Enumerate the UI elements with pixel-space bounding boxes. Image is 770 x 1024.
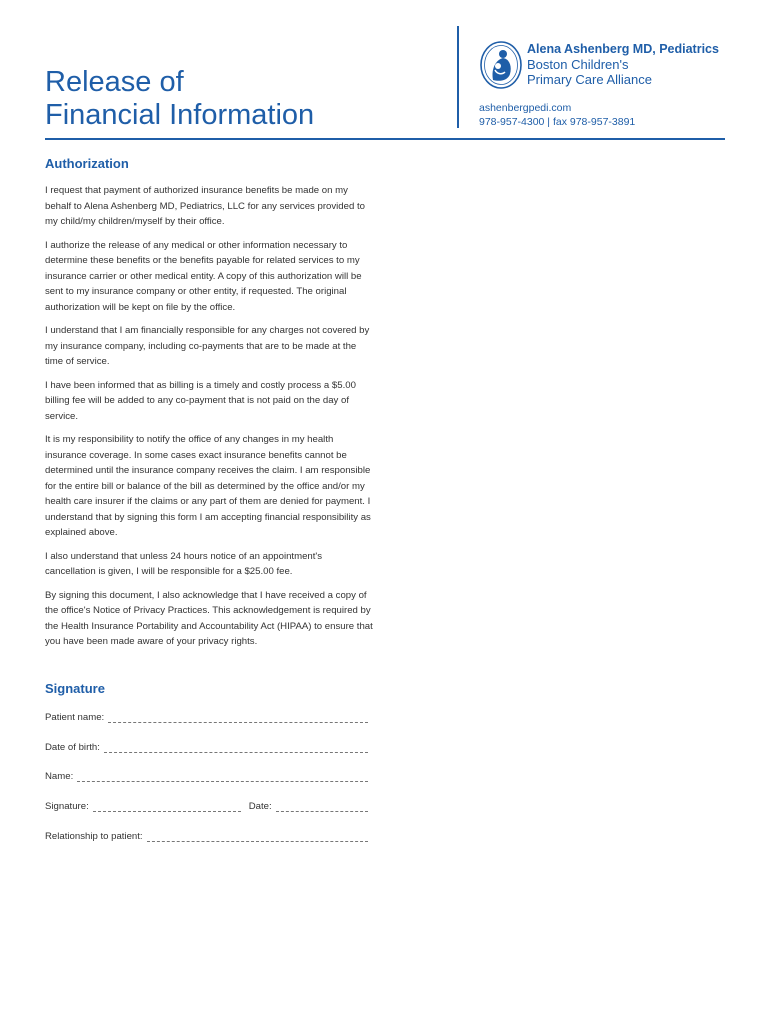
practice-name-block bbox=[527, 42, 719, 87]
signature-heading: Signature bbox=[45, 681, 105, 696]
title-line-2: Financial Information bbox=[45, 99, 315, 131]
paragraph: I authorize the release of any medical or other information necessary to determine these benefits or the benefits payable for related services to my insurance carrier or other medical entity. A copy of this authorization will be sent to my insurance company or other entity, if requested. The original authorization will be kept on file by the office. bbox=[45, 239, 362, 313]
date-of-birth-line[interactable] bbox=[104, 743, 368, 753]
authorization-heading: Authorization bbox=[45, 156, 129, 171]
network-name-line-2: Primary Care Alliance bbox=[527, 72, 652, 87]
title-line-1: Release of bbox=[45, 66, 184, 98]
boston-childrens-logo-icon bbox=[479, 40, 523, 90]
paragraph: I understand that I am financially responsible for any charges not covered by my insurance company, including co-payments that are to be made at the time of service. bbox=[45, 325, 370, 367]
patient-name-field[interactable] bbox=[45, 712, 368, 723]
contact-block bbox=[479, 101, 635, 129]
date-line[interactable] bbox=[276, 802, 368, 812]
header-rule bbox=[45, 138, 725, 140]
signature-line[interactable] bbox=[93, 802, 241, 812]
name-field[interactable] bbox=[45, 771, 368, 782]
paragraph: By signing this document, I also acknowledge that I have received a copy of the office's Notice of Privacy Practices. This acknowledgement is required by the Health Insurance Portability and Accountability Act (HIPAA) to ensure that you have been made aware of your privacy rights. bbox=[45, 589, 373, 647]
patient-name-label: Patient name: bbox=[45, 712, 105, 723]
name-line[interactable] bbox=[77, 772, 368, 782]
signature-date-row bbox=[45, 801, 368, 812]
date-label: Date: bbox=[248, 801, 272, 812]
paragraph: It is my responsibility to notify the office of any changes in my health insurance coverage. In some cases exact insurance benefits cannot be determined until the insurance company receives the claim. I am responsible for the entire bill or balance of the bill as determined by the office and/or my health care insurer if the claims or any part of them are denied for payment. I understand that by signing this form I am accepting financial responsibility as explained above. bbox=[45, 434, 371, 538]
relationship-line[interactable] bbox=[147, 832, 368, 842]
paragraph: I have been informed that as billing is a timely and costly process a $5.00 billing fee will be added to any co-payment that is not paid on the day of service. bbox=[45, 379, 356, 422]
name-label: Name: bbox=[45, 771, 74, 782]
relationship-field[interactable] bbox=[45, 831, 368, 842]
authorization-body bbox=[45, 183, 375, 658]
page-title bbox=[45, 66, 314, 132]
paragraph: I request that payment of authorized insurance benefits be made on my behalf to Alena Ashenberg MD, Pediatrics, LLC for any services provided to my child/my children/myself by their office. bbox=[45, 185, 365, 227]
relationship-label: Relationship to patient: bbox=[45, 831, 143, 842]
practice-name: Alena Ashenberg MD, Pediatrics bbox=[527, 42, 719, 56]
patient-name-line[interactable] bbox=[108, 713, 368, 723]
date-of-birth-field[interactable] bbox=[45, 742, 368, 753]
phone-fax: 978-957-4300 | fax 978-957-3891 bbox=[479, 116, 636, 128]
paragraph: I also understand that unless 24 hours notice of an appointment's cancellation is given, I will be responsible for a $25.00 fee. bbox=[45, 550, 323, 577]
website: ashenbergpedi.com bbox=[479, 102, 572, 114]
signature-label: Signature: bbox=[45, 801, 89, 812]
header-divider bbox=[457, 26, 459, 128]
date-of-birth-label: Date of birth: bbox=[45, 742, 100, 753]
network-name-line-1: Boston Children's bbox=[527, 57, 629, 72]
